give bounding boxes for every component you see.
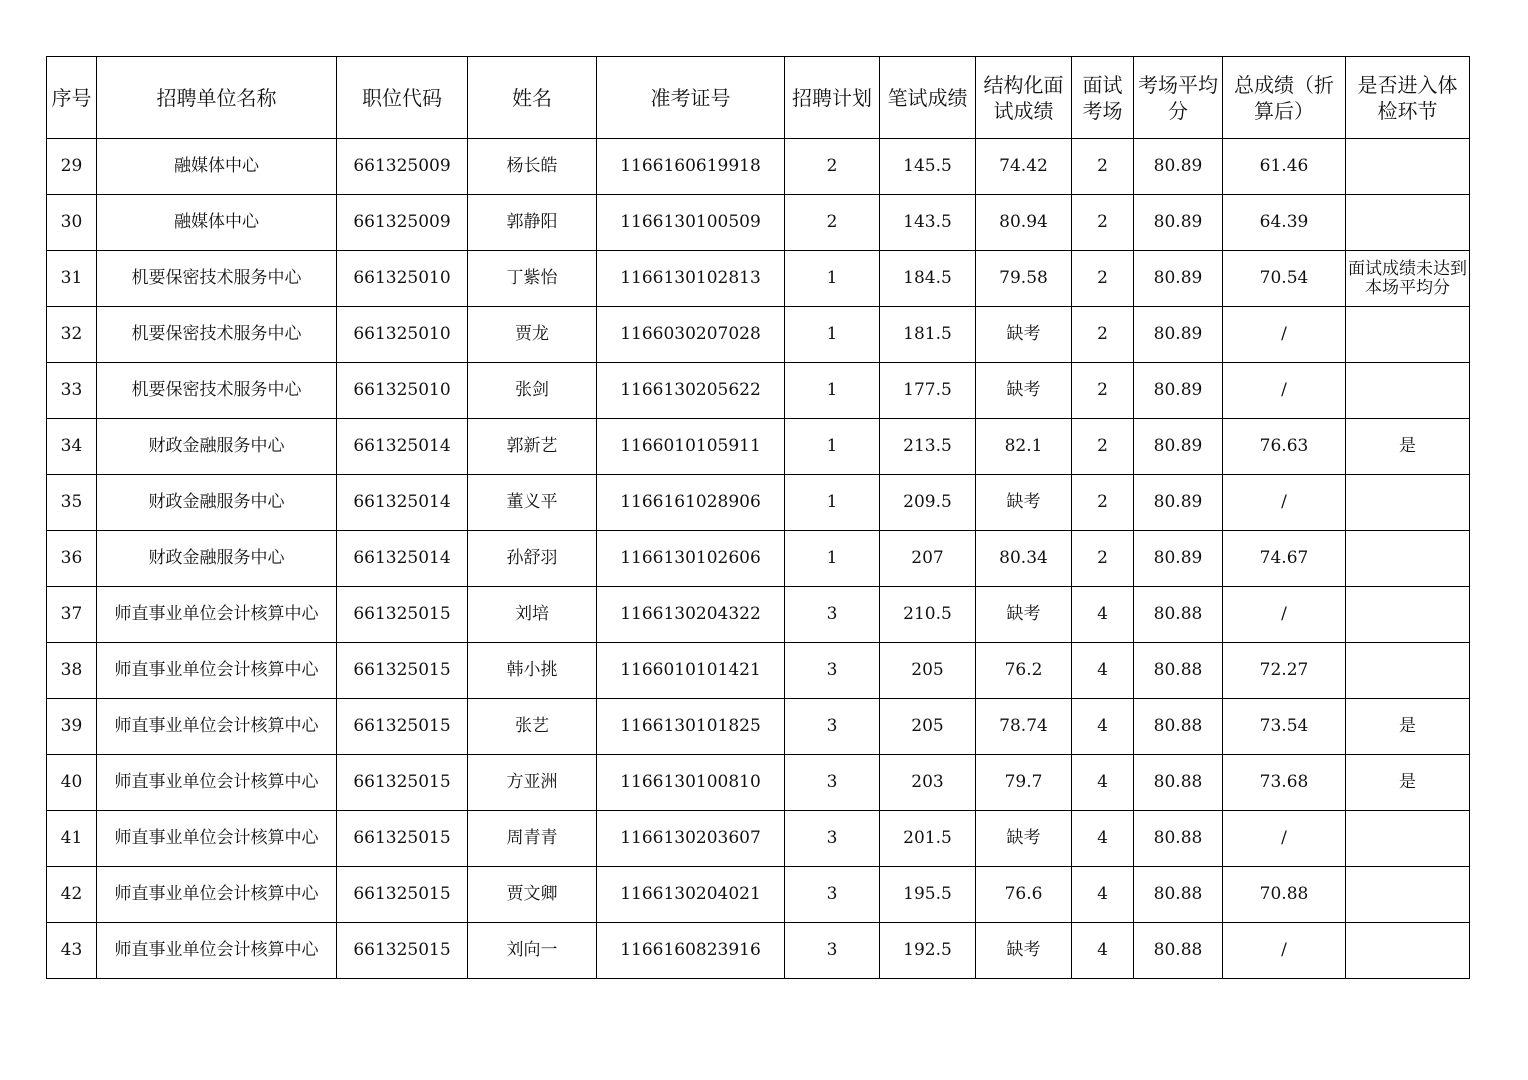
header-physical: 是否进入体检环节 [1346, 57, 1470, 139]
cell-exam-id: 1166010101421 [597, 643, 785, 699]
cell-room-avg: 80.89 [1134, 419, 1223, 475]
cell-room-avg: 80.88 [1134, 699, 1223, 755]
cell-name: 丁紫怡 [468, 251, 597, 307]
cell-physical [1346, 307, 1470, 363]
cell-seq: 33 [47, 363, 97, 419]
header-interview: 结构化面试成绩 [976, 57, 1072, 139]
cell-unit: 师直事业单位会计核算中心 [97, 587, 337, 643]
header-unit: 招聘单位名称 [97, 57, 337, 139]
cell-exam-id: 1166130101825 [597, 699, 785, 755]
cell-total: / [1223, 811, 1346, 867]
cell-exam-id: 1166130100810 [597, 755, 785, 811]
cell-name: 董义平 [468, 475, 597, 531]
cell-interview: 79.7 [976, 755, 1072, 811]
table-row [47, 307, 1470, 363]
cell-position-code: 661325015 [337, 923, 468, 979]
cell-seq: 29 [47, 139, 97, 195]
cell-name: 杨长皓 [468, 139, 597, 195]
cell-total: / [1223, 475, 1346, 531]
cell-physical [1346, 531, 1470, 587]
cell-total: / [1223, 307, 1346, 363]
cell-seq: 41 [47, 811, 97, 867]
cell-room: 4 [1072, 699, 1134, 755]
cell-room: 2 [1072, 139, 1134, 195]
cell-room: 2 [1072, 419, 1134, 475]
header-seq: 序号 [47, 57, 97, 139]
cell-unit: 财政金融服务中心 [97, 419, 337, 475]
cell-position-code: 661325010 [337, 251, 468, 307]
cell-total: 70.54 [1223, 251, 1346, 307]
cell-interview: 缺考 [976, 307, 1072, 363]
cell-physical [1346, 475, 1470, 531]
cell-position-code: 661325015 [337, 811, 468, 867]
cell-written: 195.5 [880, 867, 976, 923]
cell-position-code: 661325014 [337, 475, 468, 531]
table-row [47, 419, 1470, 475]
cell-exam-id: 1166030207028 [597, 307, 785, 363]
cell-total: 70.88 [1223, 867, 1346, 923]
cell-plan: 1 [785, 307, 880, 363]
cell-written: 207 [880, 531, 976, 587]
cell-total: / [1223, 923, 1346, 979]
cell-total: 76.63 [1223, 419, 1346, 475]
cell-name: 郭新艺 [468, 419, 597, 475]
cell-written: 143.5 [880, 195, 976, 251]
table-row [47, 643, 1470, 699]
cell-physical: 是 [1346, 755, 1470, 811]
cell-written: 184.5 [880, 251, 976, 307]
cell-name: 孙舒羽 [468, 531, 597, 587]
cell-plan: 3 [785, 587, 880, 643]
cell-room: 4 [1072, 643, 1134, 699]
table-row [47, 867, 1470, 923]
cell-room: 2 [1072, 531, 1134, 587]
header-written: 笔试成绩 [880, 57, 976, 139]
cell-interview: 缺考 [976, 811, 1072, 867]
cell-room: 4 [1072, 867, 1134, 923]
cell-room-avg: 80.89 [1134, 307, 1223, 363]
cell-name: 张剑 [468, 363, 597, 419]
cell-written: 181.5 [880, 307, 976, 363]
cell-interview: 76.6 [976, 867, 1072, 923]
cell-interview: 缺考 [976, 587, 1072, 643]
table-row [47, 587, 1470, 643]
cell-plan: 3 [785, 643, 880, 699]
cell-room-avg: 80.89 [1134, 363, 1223, 419]
cell-position-code: 661325010 [337, 307, 468, 363]
cell-position-code: 661325015 [337, 867, 468, 923]
cell-written: 203 [880, 755, 976, 811]
header-plan: 招聘计划 [785, 57, 880, 139]
cell-total: 72.27 [1223, 643, 1346, 699]
cell-plan: 3 [785, 755, 880, 811]
cell-room-avg: 80.88 [1134, 867, 1223, 923]
cell-plan: 1 [785, 251, 880, 307]
table-row [47, 811, 1470, 867]
cell-position-code: 661325009 [337, 139, 468, 195]
cell-plan: 1 [785, 531, 880, 587]
cell-name: 郭静阳 [468, 195, 597, 251]
cell-room: 2 [1072, 363, 1134, 419]
cell-plan: 1 [785, 419, 880, 475]
cell-room: 4 [1072, 587, 1134, 643]
cell-exam-id: 1166160619918 [597, 139, 785, 195]
header-name: 姓名 [468, 57, 597, 139]
cell-unit: 师直事业单位会计核算中心 [97, 923, 337, 979]
cell-unit: 融媒体中心 [97, 195, 337, 251]
cell-written: 213.5 [880, 419, 976, 475]
cell-room: 2 [1072, 307, 1134, 363]
cell-interview: 79.58 [976, 251, 1072, 307]
cell-name: 贾文卿 [468, 867, 597, 923]
cell-seq: 37 [47, 587, 97, 643]
table-row [47, 531, 1470, 587]
cell-room: 2 [1072, 251, 1134, 307]
cell-interview: 80.34 [976, 531, 1072, 587]
header-total: 总成绩（折算后） [1223, 57, 1346, 139]
cell-name: 韩小挑 [468, 643, 597, 699]
cell-name: 张艺 [468, 699, 597, 755]
cell-seq: 43 [47, 923, 97, 979]
cell-exam-id: 1166130100509 [597, 195, 785, 251]
cell-physical [1346, 587, 1470, 643]
cell-seq: 34 [47, 419, 97, 475]
cell-unit: 机要保密技术服务中心 [97, 363, 337, 419]
cell-room: 2 [1072, 475, 1134, 531]
cell-exam-id: 1166161028906 [597, 475, 785, 531]
cell-unit: 机要保密技术服务中心 [97, 251, 337, 307]
cell-interview: 缺考 [976, 923, 1072, 979]
cell-room-avg: 80.89 [1134, 531, 1223, 587]
cell-plan: 2 [785, 195, 880, 251]
cell-written: 145.5 [880, 139, 976, 195]
table-row [47, 251, 1470, 307]
cell-exam-id: 1166160823916 [597, 923, 785, 979]
cell-unit: 师直事业单位会计核算中心 [97, 643, 337, 699]
table-row [47, 923, 1470, 979]
cell-physical: 是 [1346, 419, 1470, 475]
cell-plan: 1 [785, 363, 880, 419]
cell-seq: 30 [47, 195, 97, 251]
cell-plan: 3 [785, 811, 880, 867]
cell-exam-id: 1166130102813 [597, 251, 785, 307]
cell-room-avg: 80.88 [1134, 923, 1223, 979]
cell-unit: 师直事业单位会计核算中心 [97, 867, 337, 923]
cell-room: 2 [1072, 195, 1134, 251]
cell-exam-id: 1166130102606 [597, 531, 785, 587]
cell-written: 205 [880, 643, 976, 699]
cell-plan: 3 [785, 699, 880, 755]
cell-physical [1346, 923, 1470, 979]
cell-total: / [1223, 587, 1346, 643]
cell-exam-id: 1166130204021 [597, 867, 785, 923]
cell-position-code: 661325015 [337, 755, 468, 811]
cell-exam-id: 1166130205622 [597, 363, 785, 419]
cell-position-code: 661325010 [337, 363, 468, 419]
cell-seq: 40 [47, 755, 97, 811]
cell-position-code: 661325014 [337, 419, 468, 475]
cell-exam-id: 1166010105911 [597, 419, 785, 475]
cell-total: 64.39 [1223, 195, 1346, 251]
cell-unit: 财政金融服务中心 [97, 531, 337, 587]
cell-total: 73.68 [1223, 755, 1346, 811]
header-room: 面试考场 [1072, 57, 1134, 139]
cell-physical [1346, 643, 1470, 699]
cell-name: 方亚洲 [468, 755, 597, 811]
table-row [47, 139, 1470, 195]
cell-position-code: 661325015 [337, 699, 468, 755]
cell-room: 4 [1072, 755, 1134, 811]
cell-name: 刘培 [468, 587, 597, 643]
cell-total: 73.54 [1223, 699, 1346, 755]
header-position-code: 职位代码 [337, 57, 468, 139]
cell-room-avg: 80.89 [1134, 139, 1223, 195]
cell-interview: 缺考 [976, 363, 1072, 419]
cell-written: 177.5 [880, 363, 976, 419]
cell-seq: 36 [47, 531, 97, 587]
cell-interview: 82.1 [976, 419, 1072, 475]
cell-room-avg: 80.88 [1134, 811, 1223, 867]
cell-seq: 38 [47, 643, 97, 699]
cell-unit: 财政金融服务中心 [97, 475, 337, 531]
cell-interview: 74.42 [976, 139, 1072, 195]
cell-position-code: 661325015 [337, 587, 468, 643]
cell-total: 61.46 [1223, 139, 1346, 195]
cell-unit: 师直事业单位会计核算中心 [97, 811, 337, 867]
header-exam-id: 准考证号 [597, 57, 785, 139]
cell-position-code: 661325009 [337, 195, 468, 251]
cell-physical [1346, 139, 1470, 195]
cell-position-code: 661325014 [337, 531, 468, 587]
cell-plan: 3 [785, 867, 880, 923]
cell-unit: 机要保密技术服务中心 [97, 307, 337, 363]
cell-room-avg: 80.88 [1134, 755, 1223, 811]
table-body [47, 139, 1470, 979]
cell-written: 201.5 [880, 811, 976, 867]
cell-written: 210.5 [880, 587, 976, 643]
cell-total: / [1223, 363, 1346, 419]
cell-room-avg: 80.89 [1134, 251, 1223, 307]
cell-interview: 78.74 [976, 699, 1072, 755]
cell-interview: 76.2 [976, 643, 1072, 699]
cell-interview: 缺考 [976, 475, 1072, 531]
cell-physical [1346, 867, 1470, 923]
table-row [47, 755, 1470, 811]
cell-plan: 2 [785, 139, 880, 195]
cell-written: 192.5 [880, 923, 976, 979]
cell-plan: 3 [785, 923, 880, 979]
cell-physical [1346, 811, 1470, 867]
table-row [47, 363, 1470, 419]
cell-name: 刘向一 [468, 923, 597, 979]
cell-room-avg: 80.89 [1134, 195, 1223, 251]
cell-exam-id: 1166130204322 [597, 587, 785, 643]
cell-written: 205 [880, 699, 976, 755]
cell-total: 74.67 [1223, 531, 1346, 587]
header-room-avg: 考场平均分 [1134, 57, 1223, 139]
table-row [47, 475, 1470, 531]
cell-room-avg: 80.88 [1134, 587, 1223, 643]
cell-physical [1346, 363, 1470, 419]
cell-room-avg: 80.89 [1134, 475, 1223, 531]
table-row [47, 699, 1470, 755]
cell-physical: 是 [1346, 699, 1470, 755]
cell-interview: 80.94 [976, 195, 1072, 251]
cell-unit: 师直事业单位会计核算中心 [97, 699, 337, 755]
cell-unit: 融媒体中心 [97, 139, 337, 195]
cell-room: 4 [1072, 811, 1134, 867]
cell-seq: 32 [47, 307, 97, 363]
table-row [47, 195, 1470, 251]
cell-seq: 42 [47, 867, 97, 923]
cell-written: 209.5 [880, 475, 976, 531]
cell-room: 4 [1072, 923, 1134, 979]
cell-room-avg: 80.88 [1134, 643, 1223, 699]
cell-position-code: 661325015 [337, 643, 468, 699]
cell-seq: 31 [47, 251, 97, 307]
cell-exam-id: 1166130203607 [597, 811, 785, 867]
cell-name: 贾龙 [468, 307, 597, 363]
cell-seq: 39 [47, 699, 97, 755]
cell-physical [1346, 195, 1470, 251]
cell-name: 周青青 [468, 811, 597, 867]
cell-physical: 面试成绩未达到本场平均分 [1346, 251, 1470, 307]
cell-seq: 35 [47, 475, 97, 531]
score-table [46, 56, 1470, 979]
cell-plan: 1 [785, 475, 880, 531]
cell-unit: 师直事业单位会计核算中心 [97, 755, 337, 811]
header-row [47, 57, 1470, 139]
